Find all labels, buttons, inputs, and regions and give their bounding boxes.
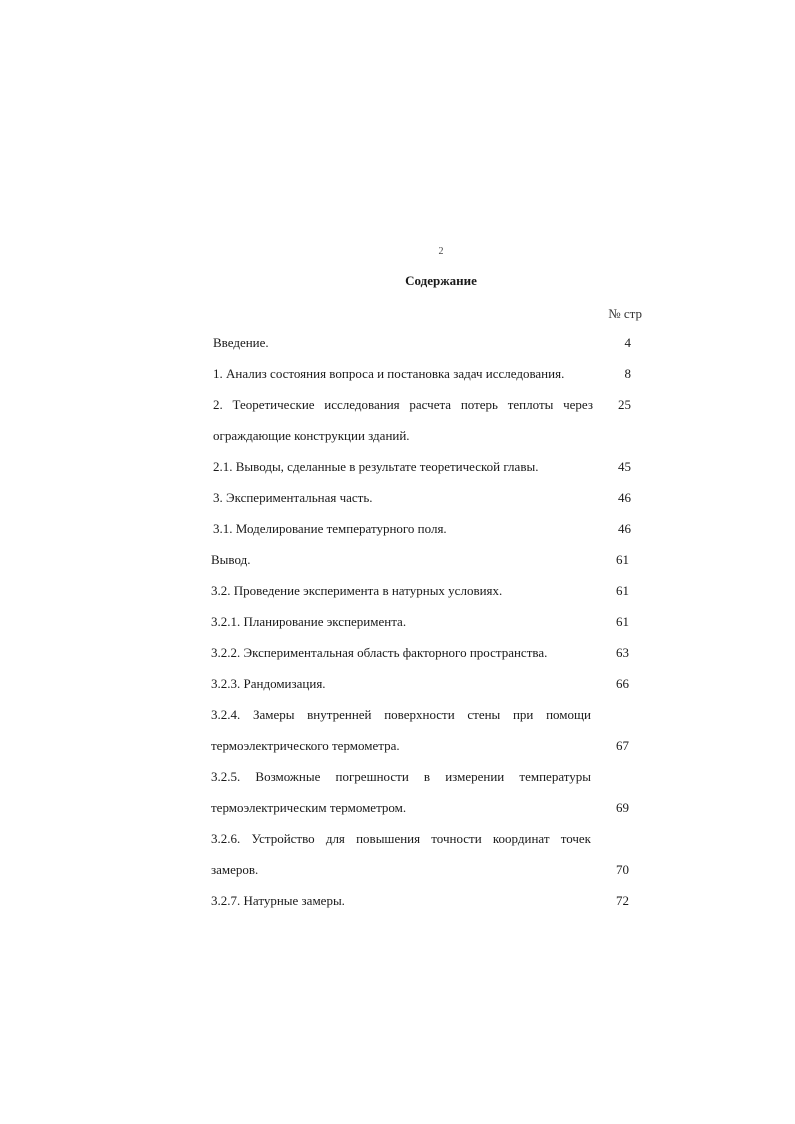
toc-entry-line bbox=[211, 675, 629, 693]
toc-entry-line bbox=[213, 427, 631, 445]
toc-entry-text: 3.2.5. Возможные погрешности в измерении температуры bbox=[211, 769, 591, 784]
toc-entry-line bbox=[213, 334, 631, 352]
toc-entry-text: 3.2.4. Замеры внутренней поверхности стены при помощи bbox=[211, 707, 591, 722]
toc-entry-page: 61 bbox=[616, 583, 629, 598]
toc-entry-text: 2.1. Выводы, сделанные в результате теоретической главы. bbox=[213, 459, 539, 474]
toc-entry-line bbox=[211, 799, 629, 817]
toc-entry-page: 4 bbox=[624, 335, 631, 350]
page-column-header: № стр bbox=[608, 306, 642, 321]
toc-entry-line bbox=[211, 551, 629, 569]
toc-entry-page: 61 bbox=[616, 552, 629, 567]
toc-entry-line bbox=[211, 613, 629, 631]
toc-entry-line bbox=[211, 861, 629, 879]
toc-entry-text: ограждающие конструкции зданий. bbox=[213, 428, 410, 443]
toc-entry-page: 67 bbox=[616, 738, 629, 753]
toc-entry-text: 3.2. Проведение эксперимента в натурных условиях. bbox=[211, 583, 503, 598]
toc-entry-line bbox=[213, 396, 631, 414]
toc-entry-page: 72 bbox=[616, 893, 629, 908]
toc-entry-text: 1. Анализ состояния вопроса и постановка задач исследования. bbox=[213, 366, 565, 381]
toc-entry-page: 61 bbox=[616, 614, 629, 629]
page-number: 2 bbox=[438, 246, 444, 257]
toc-entry-page: 69 bbox=[616, 800, 629, 815]
toc-entry-page: 45 bbox=[618, 459, 631, 474]
toc-entry-line bbox=[213, 458, 631, 476]
toc-entry-text: 3.2.3. Рандомизация. bbox=[211, 676, 326, 691]
toc-entry-text: термоэлектрического термометра. bbox=[211, 738, 400, 753]
toc-entry-text: Вывод. bbox=[211, 552, 251, 567]
toc-entry-text: 3.2.6. Устройство для повышения точности координат точек bbox=[211, 831, 591, 846]
toc-entry-line bbox=[211, 582, 629, 600]
toc-entry-text: термоэлектрическим термометром. bbox=[211, 800, 407, 815]
toc-entry-text: 3.2.7. Натурные замеры. bbox=[211, 893, 345, 908]
toc-entry-page: 25 bbox=[618, 397, 631, 412]
toc-entry-line bbox=[211, 830, 629, 848]
toc-entry-page: 70 bbox=[616, 862, 629, 877]
toc-entry-line bbox=[211, 768, 629, 786]
toc-entry-text: 3.2.2. Экспериментальная область факторного пространства. bbox=[211, 645, 548, 660]
toc-entry-text: 2. Теоретические исследования расчета потерь теплоты через bbox=[213, 397, 593, 412]
toc-entry-text: замеров. bbox=[211, 862, 259, 877]
toc-entry-page: 46 bbox=[618, 490, 631, 505]
toc-entry-line bbox=[213, 489, 631, 507]
toc-entry-line bbox=[211, 644, 629, 662]
toc-entry-page: 63 bbox=[616, 645, 629, 660]
toc-entry-page: 46 bbox=[618, 521, 631, 536]
toc-entry-line bbox=[213, 365, 631, 383]
toc-entry-text: Введение. bbox=[213, 335, 269, 350]
toc-entry-page: 66 bbox=[616, 676, 629, 691]
toc-entry-line bbox=[211, 892, 629, 910]
page-title: Содержание bbox=[405, 273, 477, 288]
toc-entry-line bbox=[211, 706, 629, 724]
toc-entry-text: 3. Экспериментальная часть. bbox=[213, 490, 373, 505]
toc-entry-text: 3.2.1. Планирование эксперимента. bbox=[211, 614, 407, 629]
toc-entry-line bbox=[213, 520, 631, 538]
toc-entry-text: 3.1. Моделирование температурного поля. bbox=[213, 521, 447, 536]
toc-entry-page: 8 bbox=[624, 366, 631, 381]
toc-entry-line bbox=[211, 737, 629, 755]
